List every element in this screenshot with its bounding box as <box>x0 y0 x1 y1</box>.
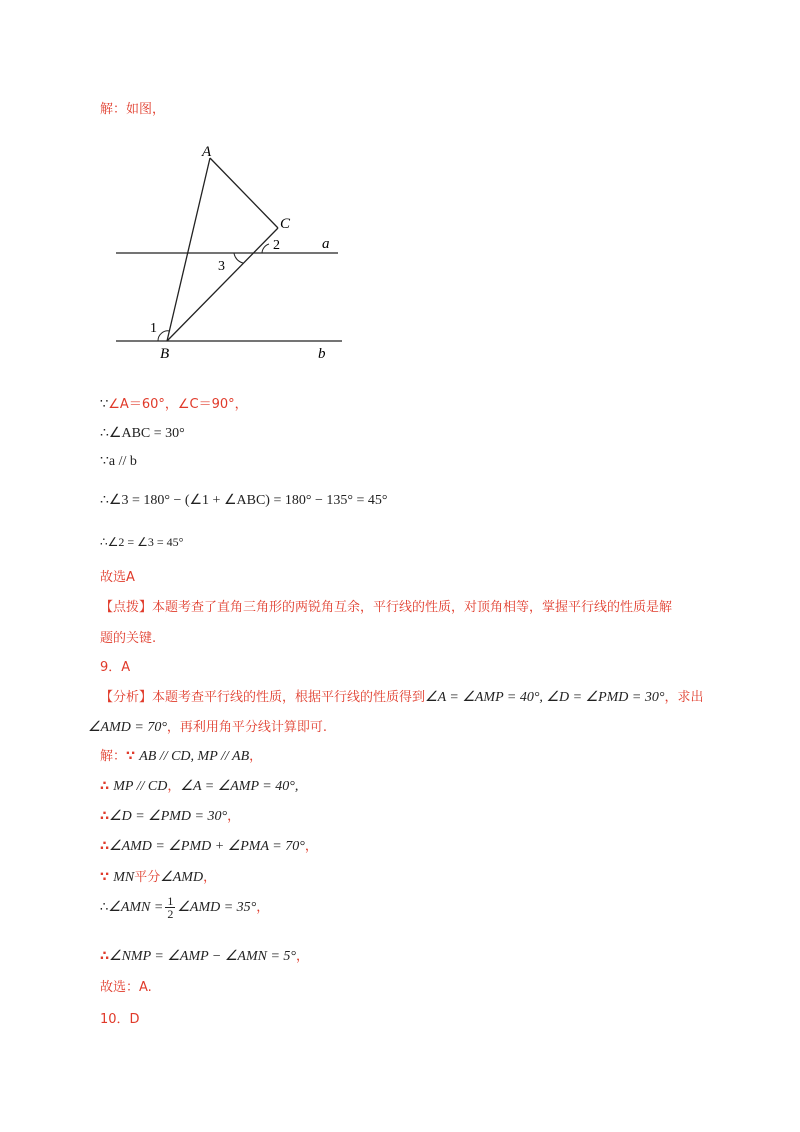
punct: ， <box>227 809 241 824</box>
label-angle-3: 3 <box>218 259 225 274</box>
segment-ac <box>210 158 278 228</box>
punct: ， <box>256 900 270 915</box>
step4-math: ∠AMD = ∠PMD + ∠PMA = 70° <box>109 839 305 854</box>
q9-analysis-line1 <box>100 686 703 706</box>
label-line-a: a <box>322 236 330 252</box>
fraction-denominator: 2 <box>167 907 174 921</box>
punct: ， <box>304 839 318 854</box>
label-angle-2: 2 <box>273 238 280 253</box>
step7-math: ∠NMP = ∠AMP − ∠AMN = 5° <box>109 949 297 964</box>
q9-analysis-line2 <box>88 716 327 736</box>
step5-math1: MN <box>113 870 135 885</box>
label-c-vertex: C <box>280 216 291 232</box>
step5-math2: ∠AMD <box>160 870 204 885</box>
step6-math1: ∠AMN = <box>108 900 164 915</box>
note-line-1: 【点拨】本题考查了直角三角形的两锐角互余，平行线的性质，对顶角相等，掌握平行线的性质是解 <box>100 600 673 615</box>
step2-math2: ∠A = ∠AMP = 40°, <box>180 779 299 794</box>
step-angle2: ∴∠2 = ∠3 = 45° <box>100 535 184 549</box>
punct: ， <box>296 949 310 964</box>
analysis-prefix: 【分析】本题考查平行线的性质，根据平行线的性质得到 <box>100 690 426 705</box>
q9-step-5 <box>100 866 216 886</box>
answer-q8: 故选A <box>100 570 135 585</box>
analysis-suffix: ，求出 <box>664 690 704 705</box>
q9-step-2 <box>100 775 298 795</box>
step6-math2: ∠AMD = 35° <box>177 900 257 915</box>
punct: ， <box>203 870 217 885</box>
answer-q9: 故选：A. <box>100 980 152 995</box>
given-values: ∠A＝60°，∠C＝90°， <box>108 397 248 412</box>
segment-bc <box>167 228 278 341</box>
analysis-math2: ∠AMD = 70° <box>88 720 167 735</box>
fraction-numerator: 1 <box>167 894 174 908</box>
therefore-symbol: ∴ <box>100 809 110 824</box>
solution-prefix: 解： <box>100 749 127 764</box>
q9-step-4 <box>100 835 318 855</box>
step3-math: ∠D = ∠PMD = 30° <box>109 809 228 824</box>
punct: ， <box>167 779 181 794</box>
because-symbol: ∵ <box>126 749 136 764</box>
given-line <box>100 393 248 412</box>
therefore-symbol: ∴ <box>100 839 110 854</box>
step-angle3: ∴∠3 = 180° − (∠1 + ∠ABC) = 180° − 135° = 45° <box>100 493 388 508</box>
q9-step-1 <box>100 745 262 765</box>
step-parallel: ∵a // b <box>100 454 137 469</box>
q9-step-7 <box>100 945 309 965</box>
because-symbol: ∵ <box>100 397 109 412</box>
note-line-2: 题的关键. <box>100 631 157 646</box>
therefore-symbol: ∴ <box>100 779 110 794</box>
because-symbol: ∵ <box>100 870 110 885</box>
analysis-math1: ∠A = ∠AMP = 40°, ∠D = ∠PMD = 30° <box>425 690 665 705</box>
q9-number: 9．A <box>100 660 131 675</box>
label-angle-1: 1 <box>150 321 157 336</box>
label-b-vertex: B <box>160 346 170 362</box>
segment-ab <box>167 158 210 341</box>
angle-3-arc <box>234 253 243 263</box>
angle-2-arc <box>262 244 269 253</box>
therefore-symbol: ∴ <box>100 900 109 915</box>
fraction-one-half <box>165 895 175 920</box>
q9-step-6 <box>100 895 269 920</box>
solution-intro: 解：如图， <box>100 102 166 117</box>
label-line-b: b <box>318 346 326 362</box>
analysis-end: ，再利用角平分线计算即可. <box>166 720 328 735</box>
therefore-symbol: ∴ <box>100 949 110 964</box>
q10-number: 10．D <box>100 1012 140 1027</box>
label-a-vertex: A <box>202 144 212 160</box>
bisect-text: 平分 <box>134 870 161 885</box>
q9-step-3 <box>100 805 240 825</box>
step-abc-30: ∴∠ABC = 30° <box>100 426 185 441</box>
step1-math: AB // CD, MP // AB <box>139 749 250 764</box>
punct: ， <box>249 749 263 764</box>
step2-math1: MP // CD <box>113 779 168 794</box>
geometry-figure <box>110 140 350 365</box>
